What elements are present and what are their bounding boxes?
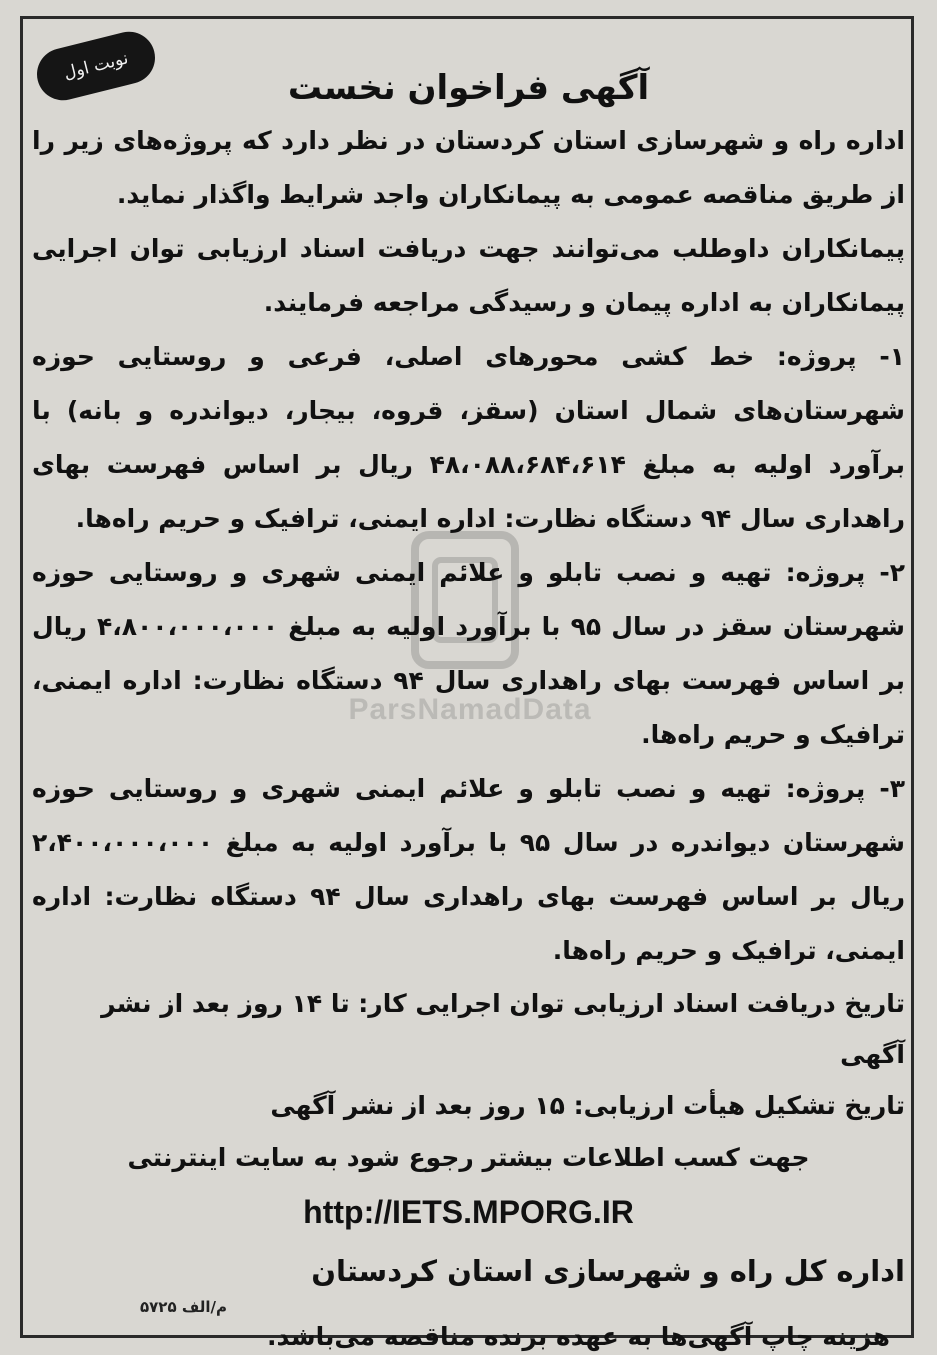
ad-code: م/الف ۵۷۲۵ — [140, 1298, 227, 1316]
project-2-paragraph: ۲- پروژه: تهیه و نصب تابلو و علائم ایمنی شهری و روستایی حوزه شهرستان سقز در سال ۹۵ با برآورد اولیه به مبلغ ۴،۸۰۰،۰۰۰،۰۰۰ ریال بر اساس فهرست بهای راهداری سال ۹۴ دستگاه نظارت: اداره ایمنی، ترافیک و حریم راه‌ها. — [32, 558, 906, 749]
project-1-paragraph: ۱- پروژه: خط کشی محورهای اصلی، فرعی و روستایی حوزه شهرستان‌های شمال استان (سقز، قروه، بیجار، دیواندره و بانه) با برآورد اولیه به مبلغ ۴۸،۰۸۸،۶۸۴،۶۱۴ ریال بر اساس فهرست بهای راهداری سال ۹۴ دستگاه نظارت: اداره ایمنی، ترافیک و حریم راه‌ها. — [32, 342, 905, 533]
organization-name: اداره کل راه و شهرسازی استان کردستان — [311, 1254, 905, 1288]
ad-body — [32, 114, 905, 978]
watermark-text: ParsNamadData — [348, 693, 592, 726]
project-3-paragraph: ۳- پروژه: تهیه و نصب تابلو و علائم ایمنی شهری و روستایی حوزه شهرستان دیواندره در سال ۹۵ با برآورد اولیه به مبلغ ۲،۴۰۰،۰۰۰،۰۰۰ ریال بر اساس فهرست بهای راهداری سال ۹۴ دستگاه نظارت: اداره ایمنی، ترافیک و حریم راه‌ها. — [32, 774, 905, 965]
fee-note: هزینه چاپ آگهی‌ها به عهده برنده مناقصه می‌باشد. — [267, 1322, 890, 1351]
publication-round-badge: نوبت اول — [31, 26, 160, 105]
more-info-line: جهت کسب اطلاعات بیشتر رجوع شود به سایت اینترنتی — [127, 1143, 810, 1172]
website-url: http://IETS.MPORG.IR — [303, 1194, 634, 1230]
ad-content — [32, 40, 905, 1355]
ad-title: آگهی فراخوان نخست — [287, 68, 650, 108]
intro-paragraph: اداره راه و شهرسازی استان کردستان در نظر دارد که پروژه‌های زیر را از طریق مناقصه عمومی به پیمانکاران واجد شرایط واگذار نماید. — [32, 126, 905, 209]
document-deadline: تاریخ دریافت اسناد ارزیابی توان اجرایی کار: تا ۱۴ روز بعد از نشر آگهی — [101, 989, 905, 1069]
contractors-paragraph: پیمانکاران داوطلب می‌توانند جهت دریافت اسناد ارزیابی توان اجرایی پیمانکاران به اداره پیمان و رسیدگی مراجعه فرمایند. — [32, 234, 905, 317]
evaluation-date: تاریخ تشکیل هیأت ارزیابی: ۱۵ روز بعد از نشر آگهی — [270, 1091, 905, 1120]
